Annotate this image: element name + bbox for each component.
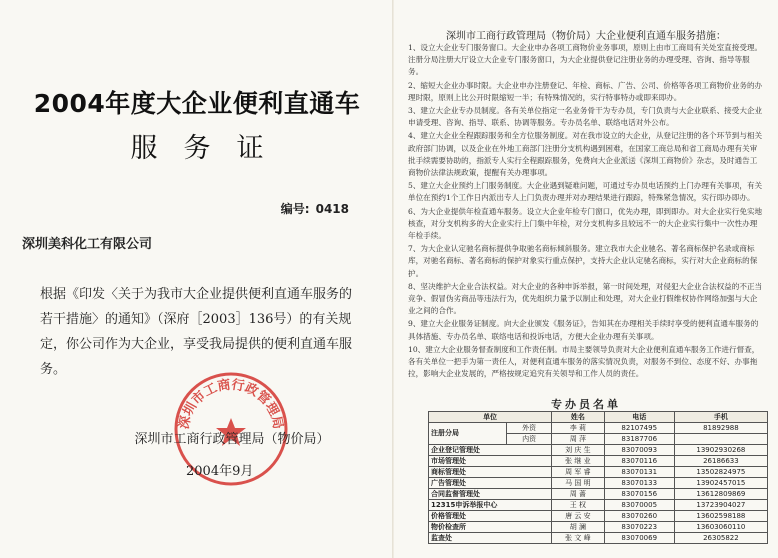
certificate-number-value: 0418 <box>315 202 349 216</box>
table-row <box>429 478 768 489</box>
cell-unit: 价格管理处 <box>429 511 552 522</box>
cell-unit: 注册分局 <box>429 423 507 445</box>
cell-mobile: 13603060110 <box>674 522 767 533</box>
cell-phone: 83187706 <box>604 434 674 445</box>
column-header-name: 姓名 <box>552 412 605 423</box>
cell-phone: 83070156 <box>604 489 674 500</box>
cell-name: 马 国 明 <box>552 478 605 489</box>
table-row <box>429 445 768 456</box>
service-measure-item: 9、建立大企业服务证制度。向大企业颁发《服务证》，告知其在办理相关手续时享受的便利直通车服务的具体措施、专办员名单、联络电话和投诉电话，方便大企业办理有关事项。 <box>408 319 759 341</box>
cell-phone: 83070116 <box>604 456 674 467</box>
certificate-number <box>281 200 349 217</box>
cell-unit: 物价检查所 <box>429 522 552 533</box>
cell-phone: 83070069 <box>604 533 674 544</box>
cell-unit: 商标管理处 <box>429 467 552 478</box>
cell-phone: 83070093 <box>604 445 674 456</box>
cell-phone: 83070260 <box>604 511 674 522</box>
cell-name: 李 莉 <box>552 423 605 434</box>
cell-mobile: 13502824975 <box>674 467 767 478</box>
cell-mobile: 13612809869 <box>674 489 767 500</box>
column-header-phone: 电话 <box>604 412 674 423</box>
service-measure-item: 7、为大企业认定驰名商标提供争取驰名商标倾斜服务。建立我市大企业驰名、著名商标保护名录或商标库，对驰名商标、著名商标的保护对象实行重点保护，支持大企业认定驰名商标，实行对大企业商标的保护。 <box>408 244 758 278</box>
cell-phone: 83070005 <box>604 500 674 511</box>
cell-mobile <box>674 434 767 445</box>
cell-name: 刘 庆 生 <box>552 445 605 456</box>
table-row <box>429 423 768 434</box>
cell-mobile: 26305822 <box>674 533 767 544</box>
cell-name: 胡 澜 <box>552 522 605 533</box>
signing-authority: 深圳市工商行政管理局（物价局） <box>134 432 330 447</box>
cell-unit: 市场管理处 <box>429 456 552 467</box>
cell-mobile: 81892988 <box>674 423 767 434</box>
table-row <box>429 456 768 467</box>
cell-unit: 广告管理处 <box>429 478 552 489</box>
column-header-mobile: 手机 <box>674 412 767 423</box>
cell-name: 张 文 峰 <box>552 533 605 544</box>
service-measure-item: 8、坚决维护大企业合法权益。对大企业的各种申诉举报，第一时间处理，对侵犯大企业合法权益的不正当竞争、假冒伪劣商品等违法行为，优先组织力量予以制止和处理，对大企业打假维权协作网络加强与大企业之间的合作。 <box>408 281 763 316</box>
certificate-number-label: 编号: <box>280 202 310 216</box>
company-name: 深圳美科化工有限公司 <box>22 237 153 252</box>
cell-mobile: 13902457015 <box>674 478 767 489</box>
svg-text:深圳市工商行政管理局: 深圳市工商行政管理局 <box>176 377 286 431</box>
cell-mobile: 26186633 <box>674 456 767 467</box>
cell-name: 周 军 睿 <box>552 467 605 478</box>
table-row <box>429 500 768 511</box>
cell-phone: 83070223 <box>604 522 674 533</box>
cell-phone: 83070133 <box>604 478 674 489</box>
table-row <box>429 533 768 544</box>
service-measure-item: 1、设立大企业专门服务窗口。大企业申办各项工商物价业务事项，原则上由市工商局有关处室直接受理。注册分局注册大厅设立大企业专门服务窗口，为大企业提供登记注册业务的办理受理、咨询、指导等服务。 <box>408 43 763 77</box>
cell-unit: 监查处 <box>429 533 552 544</box>
cell-name: 周 萍 <box>552 434 605 445</box>
cell-mobile: 13902930268 <box>674 445 767 456</box>
cell-name: 唐 云 安 <box>552 511 605 522</box>
certificate-subtitle: 服务证 <box>130 133 290 164</box>
table-row <box>429 467 768 478</box>
table-row <box>429 489 768 500</box>
service-measures-list <box>408 42 764 381</box>
certificate-title: 2004年度大企业便利直通车 <box>33 89 361 118</box>
column-header-unit: 单位 <box>429 412 552 423</box>
cell-phone: 82107495 <box>604 423 674 434</box>
cell-mobile: 13723904027 <box>674 500 767 511</box>
cell-name: 张 继 业 <box>552 456 605 467</box>
cell-unit: 企业登记管理处 <box>429 445 552 456</box>
service-measure-item: 2、缩短大企业办事时限。大企业申办注册登记、年检、商标、广告、公司、价格等各项工商物价业务的办理时限，原则上比公开时限缩短一半；有特殊情况的，实行特事特办或即来即办。 <box>408 80 763 102</box>
cell-name: 王 权 <box>552 500 605 511</box>
service-measure-item: 4、建立大企业全程跟踪服务和全方位服务制度。对在我市设立的大企业，从登记注册的各个环节到与相关政府部门协调，以及企业在外地工商部门注册分支机构遇到困难，在国家工商总局和省工商局办理有关审批手续需要协助的，指派专人实行全程跟踪服务，免费向大企业派送《深圳工商物价》杂志，及时通告工商物价法律法规政策，提醒有关办理事项。 <box>408 131 763 178</box>
service-measure-item: 10、建立大企业服务督查制度和工作责任制。市局主要领导负责对大企业便利直通车服务工作进行督查，各有关单位一把手为第一责任人，对便利直通车服务的落实情况负责，对服务不到位、态度不好、办事拖拉，影响大企业发展的，严格按规定追究有关领导和工作人员的责任。 <box>408 344 760 379</box>
signing-date: 2004年9月 <box>186 464 254 479</box>
service-measure-item: 3、建立大企业专办员制度。各有关单位指定一名业务骨干为专办员，专门负责与大企业联系、接受大企业申请受理、咨询、指导、联系、协调等服务。专办员名单、联络电话对外公布。 <box>408 106 763 128</box>
table-row <box>429 522 768 533</box>
cell-phone: 83070131 <box>604 467 674 478</box>
service-measure-item: 5、建立大企业预约上门服务制度。大企业遇到疑难问题，可通过专办员电话预约上门办理有关事项，有关单位在预约1个工作日内派出专人上门负责办理并对办理结果进行跟踪，特殊紧急情况，实行即办即办。 <box>408 181 763 203</box>
certificate-back-page <box>394 0 778 558</box>
staff-list-title: 专办员名单 <box>551 398 621 411</box>
cell-name: 周 蔷 <box>552 489 605 500</box>
staff-table <box>428 411 768 544</box>
service-measure-item: 6、为大企业提供年检直通车服务。设立大企业年检专门窗口，优先办理，即到即办。对大企业实行免实地核查，对分支机构多的大企业实行上门集中年检，对分支机构多且较远不一的大企业实行集中一次性办理年检手续。 <box>408 206 763 241</box>
certificate-body-text: 根据《印发〈关于为我市大企业提供便利直通车服务的若干措施〉的通知》（深府［2003］136号）的有关规定，你公司作为大企业，享受我局提供的便利直通车服务。 <box>40 287 353 377</box>
cell-sub-unit: 外资 <box>507 423 552 434</box>
cell-mobile: 13602598188 <box>674 511 767 522</box>
service-measures-title: 深圳市工商行政管理局（物价局）大企业便利直通车服务措施： <box>446 31 726 42</box>
table-row <box>429 511 768 522</box>
cell-sub-unit: 内资 <box>507 434 552 445</box>
cell-unit: 12315申诉举报中心 <box>429 500 552 511</box>
cell-unit: 合同监督管理处 <box>429 489 552 500</box>
